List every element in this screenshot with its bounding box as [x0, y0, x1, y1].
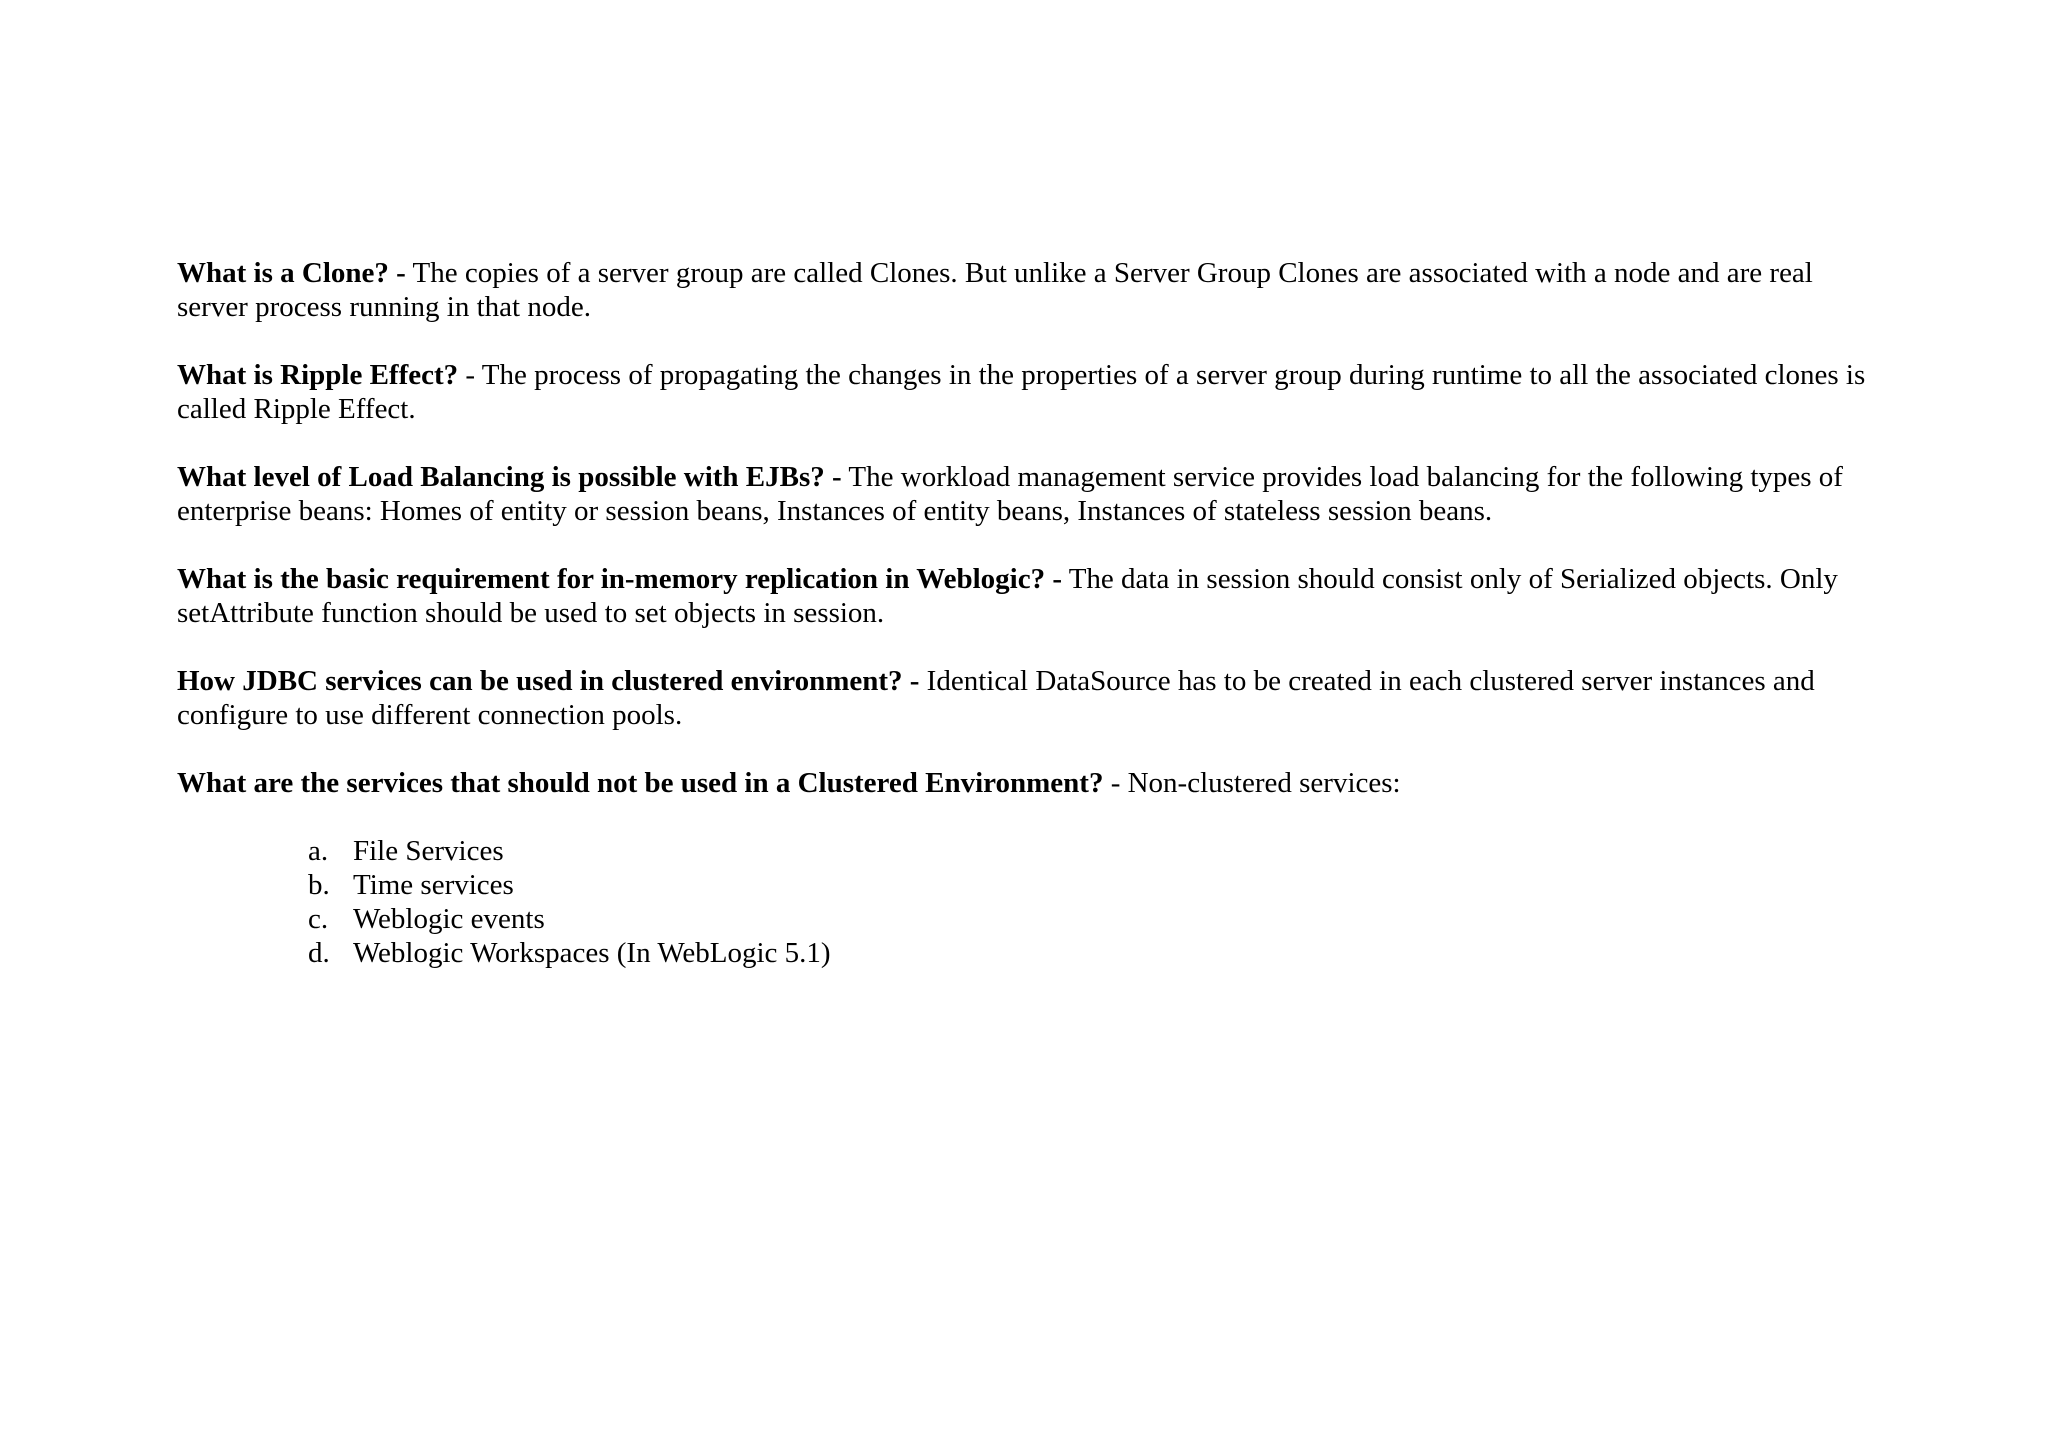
document-content — [177, 256, 1877, 970]
list-item — [308, 936, 2008, 970]
answer-text: The data in session should consist only of Serialized objects. Only setAttribute function should be used to set objects in session. — [177, 563, 1838, 629]
question-text: What is the basic requirement for in-memory replication in Weblogic? - — [177, 563, 1062, 595]
list-item — [308, 834, 2008, 868]
list-marker: d. — [308, 937, 330, 969]
list-marker: a. — [308, 835, 329, 867]
list-item-text: Time services — [353, 869, 514, 901]
question-text: What level of Load Balancing is possible with EJBs? - — [177, 461, 842, 493]
list-item-text: File Services — [353, 835, 504, 867]
qa-ripple-effect — [177, 358, 1877, 426]
qa-load-balancing — [177, 460, 1877, 528]
answer-text: The copies of a server group are called Clones. But unlike a Server Group Clones are associated with a node and are real server process running in that node. — [177, 257, 1813, 323]
qa-non-clustered-services — [177, 766, 1877, 800]
qa-in-memory-replication — [177, 562, 1877, 630]
list-marker: b. — [308, 869, 330, 901]
qa-jdbc-services — [177, 664, 1877, 732]
answer-text: - The process of propagating the changes in the properties of a server group during runtime to all the associated clones is called Ripple Effect. — [177, 359, 1866, 425]
answer-text: Identical DataSource has to be created in each clustered server instances and configure to use different connection pools. — [177, 665, 1815, 731]
question-text: How JDBC services can be used in clustered environment? - — [177, 665, 920, 697]
list-item — [308, 902, 2008, 936]
list-item-text: Weblogic events — [353, 903, 545, 935]
qa-clone — [177, 256, 1877, 324]
question-text: What are the services that should not be used in a Clustered Environment? — [177, 767, 1104, 799]
list-item-text: Weblogic Workspaces (In WebLogic 5.1) — [353, 937, 831, 969]
non-clustered-services-list — [308, 834, 2008, 970]
list-item — [308, 868, 2008, 902]
list-marker: c. — [308, 903, 329, 935]
question-text: What is a Clone? - — [177, 257, 406, 289]
answer-text: - Non-clustered services: — [1103, 767, 1401, 799]
question-text: What is Ripple Effect? — [177, 359, 459, 391]
answer-text: The workload management service provides load balancing for the following types of enterprise beans: Homes of entity or session beans, Instances of entity beans, Instances of stateless session beans. — [177, 461, 1843, 527]
